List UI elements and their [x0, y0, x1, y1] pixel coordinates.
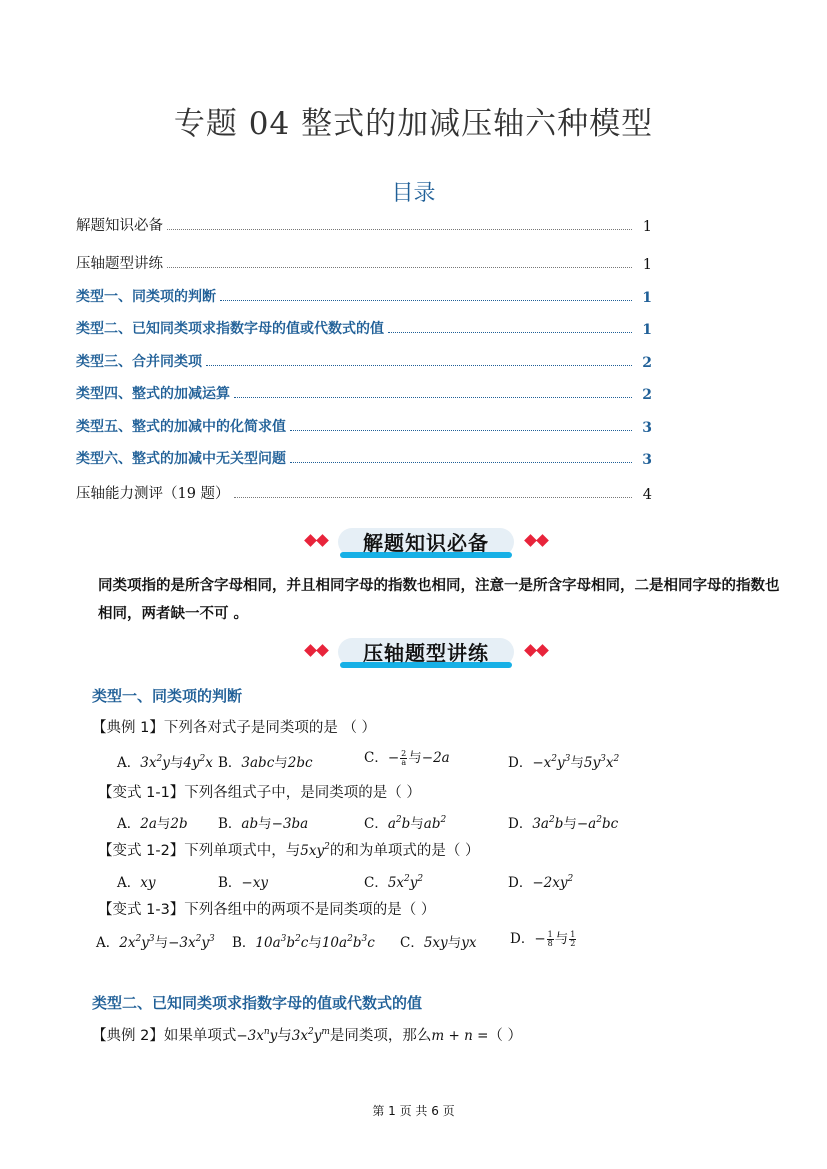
toc-entry[interactable] [76, 349, 652, 371]
toc-entry-page: 3 [642, 420, 652, 436]
toc-leader [167, 228, 632, 230]
toc-entry[interactable] [76, 284, 652, 306]
toc-leader [290, 461, 632, 463]
toc-entry[interactable] [76, 316, 652, 338]
option-d[interactable]: D．− $\frac{1}{8}$ 与 $\frac{1}{2}$ [510, 930, 576, 948]
example-tag: 【变式 1-3】 [98, 902, 185, 918]
toc-entry[interactable] [76, 414, 652, 436]
type1-heading: 类型一、同类项的判断 [92, 687, 243, 705]
toc-entry-page: 2 [642, 387, 652, 403]
section-banner-knowledge [300, 524, 550, 564]
option-b[interactable]: B．3abc与2bc [218, 755, 313, 771]
variant-1-2-question: 【变式 1-2】下列单项式中，与$5xy^2$的和为单项式的是（ ） [98, 842, 480, 859]
option-c[interactable]: C．$a^2b$与$ab^2$ [364, 815, 447, 832]
toc-entry-label: 类型一、同类项的判断 [76, 289, 216, 305]
knowledge-text-line2: 相同，两者缺一不可 。 [98, 606, 249, 622]
option-d[interactable]: D．$3a^2b$与$-a^2bc$ [508, 815, 619, 832]
diamond-icon [524, 644, 537, 657]
question-text: （ ） [488, 1028, 523, 1044]
toc-leader [388, 331, 632, 333]
diamond-icon [536, 534, 549, 547]
toc-entry-label: 解题知识必备 [76, 218, 163, 234]
toc-entry[interactable] [76, 251, 652, 273]
knowledge-text-line1: 同类项指的是所含字母相同，并且相同字母的指数也相同，注意一是所含字母相同，二是相同字母的指数也 [98, 578, 780, 594]
question-text: 的和为单项式的是（ ） [329, 843, 480, 859]
question-text: 下列各组中的两项不是同类项的是（ ） [184, 902, 436, 918]
example-tag: 【典例 1】 [92, 720, 164, 736]
option-d[interactable]: D．$-2xy^2$ [508, 874, 574, 891]
toc-leader [234, 396, 632, 398]
section-banner-practice [300, 634, 550, 674]
diamond-icon [304, 644, 317, 657]
diamond-icon [536, 644, 549, 657]
toc-leader [206, 364, 632, 366]
toc-entry-label: 压轴能力测评（19 题） [76, 486, 230, 502]
option-c[interactable]: C．5xy与yx [400, 935, 477, 951]
question-text: 是同类项，那么 [329, 1028, 432, 1044]
option-b[interactable]: B．ab与−3ba [218, 816, 309, 832]
question-text: 下列单项式中，与 [184, 843, 301, 859]
option-a[interactable]: A．$2x^2y^3$与$-3x^2y^3$ [96, 934, 215, 951]
toc-entry-label: 类型三、合并同类项 [76, 354, 202, 370]
toc-entry[interactable] [76, 213, 652, 235]
toc-entry-page: 1 [642, 290, 652, 306]
banner-title: 解题知识必备 [363, 531, 489, 555]
toc-entry[interactable] [76, 446, 652, 468]
toc-entry[interactable] [76, 481, 652, 503]
option-c[interactable]: C．− $\frac{2}{a}$ 与−2a [364, 749, 450, 767]
variant-1-3-question [98, 898, 435, 919]
toc-heading: 目录 [391, 181, 436, 206]
example-2-question: 【典例 2】如果单项式$-3x^ny$与$3x^2y^m$是同类项，那么m + n =（ ） [92, 1027, 523, 1044]
diamond-icon [524, 534, 537, 547]
option-d[interactable]: D．$-x^2y^3$与$5y^3x^2$ [508, 754, 620, 771]
example-tag: 【典例 2】 [92, 1028, 164, 1044]
example-1-question [92, 716, 376, 737]
toc-leader [167, 266, 632, 268]
toc-entry-page: 4 [642, 487, 652, 503]
toc-entry[interactable] [76, 381, 652, 403]
question-text: 下列各组式子中，是同类项的是（ ） [184, 785, 421, 801]
toc-entry-label: 类型二、已知同类项求指数字母的值或代数式的值 [76, 321, 384, 337]
type2-heading: 类型二、已知同类项求指数字母的值或代数式的值 [92, 994, 423, 1012]
option-c[interactable]: C．$5x^2y^2$ [364, 874, 424, 891]
toc-entry-page: 1 [642, 322, 652, 338]
toc-entry-label: 类型五、整式的加减中的化简求值 [76, 419, 286, 435]
question-text: 下列各对式子是同类项的是 （ ） [163, 720, 377, 736]
toc-entry-page: 1 [642, 257, 652, 273]
toc-entry-label: 压轴题型讲练 [76, 256, 163, 272]
example-tag: 【变式 1-2】 [98, 843, 185, 859]
toc-leader [290, 429, 632, 431]
banner-title: 压轴题型讲练 [363, 641, 489, 665]
question-text: 如果单项式 [163, 1028, 237, 1044]
option-a[interactable]: A．xy [117, 875, 156, 891]
diamond-icon [304, 534, 317, 547]
option-b[interactable]: B．$10a^3b^2c$与$10a^2b^3c$ [232, 934, 375, 951]
toc-entry-page: 1 [642, 219, 652, 235]
diamond-icon [316, 534, 329, 547]
toc-entry-page: 3 [642, 452, 652, 468]
toc-leader [220, 299, 632, 301]
toc-entry-label: 类型四、整式的加减运算 [76, 386, 230, 402]
toc-leader [234, 496, 632, 498]
page-footer: 第 1 页 共 6 页 [372, 1104, 455, 1118]
page-title: 专题 04 整式的加减压轴六种模型 [173, 106, 654, 142]
example-tag: 【变式 1-1】 [98, 785, 185, 801]
option-a[interactable]: A．2a与2b [117, 816, 188, 832]
diamond-icon [316, 644, 329, 657]
option-a[interactable]: A．$3x^2y$与$4y^2x$ [117, 754, 213, 771]
toc-entry-page: 2 [642, 355, 652, 371]
variant-1-1-question [98, 781, 421, 802]
toc-entry-label: 类型六、整式的加减中无关型问题 [76, 451, 286, 467]
option-b[interactable]: B．−xy [218, 875, 268, 891]
